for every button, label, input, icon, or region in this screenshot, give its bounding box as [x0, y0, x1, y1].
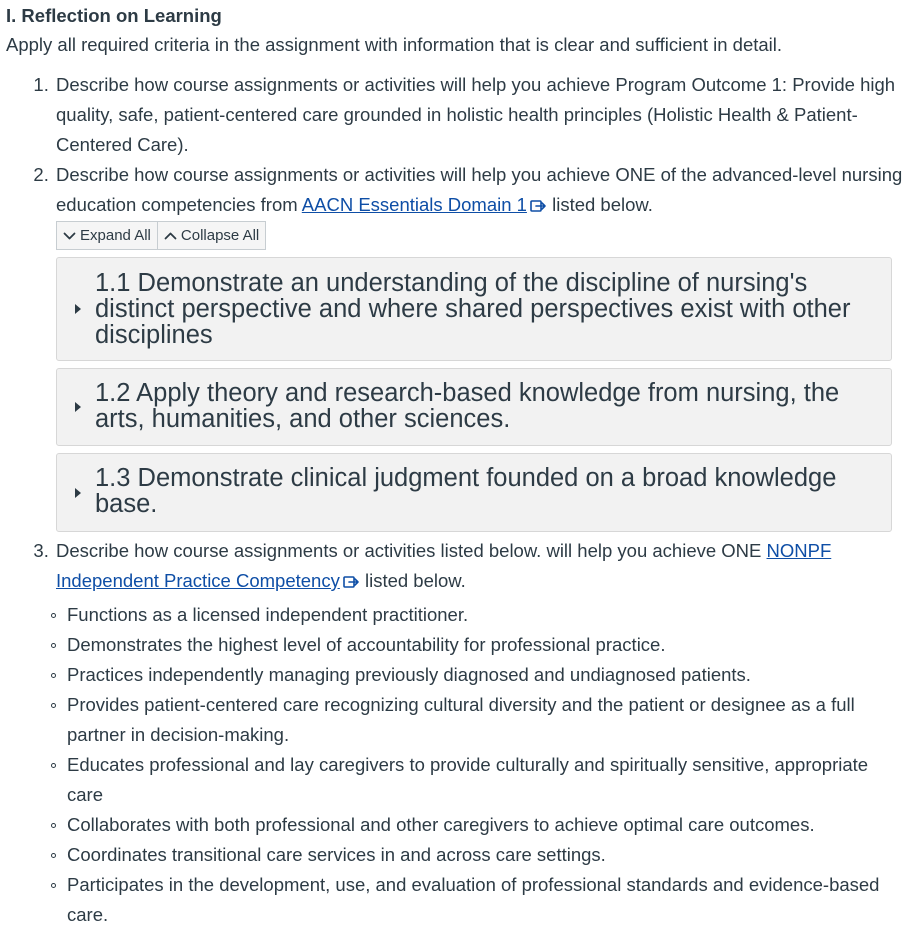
list-item: Educates professional and lay caregivers to provide culturally and spiritually sensitive, appropriate care [67, 750, 905, 810]
list-item-1-text: Describe how course assignments or activities will help you achieve Program Outcome 1: Provide high quality, safe, patient-centered care grounded in holistic health principles (Holistic Health & Patient-Centered Care). [56, 74, 896, 155]
accordion-item-1-2[interactable] [56, 368, 892, 446]
accordion-item-1-3[interactable] [56, 453, 892, 532]
aacn-essentials-link[interactable]: AACN Essentials Domain 1 [301, 194, 527, 215]
expand-all-button[interactable] [56, 221, 158, 250]
accordion-item-label: 1.3 Demonstrate clinical judgment founded on a broad knowledge base. [95, 464, 837, 518]
competency-bullet-list [6, 600, 905, 930]
section-title: I. Reflection on Learning [6, 5, 222, 26]
collapse-all-button[interactable] [158, 221, 266, 250]
nonpf-competency-link[interactable]: NONPF Independent Practice Competency [56, 540, 832, 591]
external-link-icon[interactable] [343, 575, 360, 589]
section-intro: Apply all required criteria in the assignment with information that is clear and sufficient in detail. [6, 34, 783, 55]
accordion-item-label: 1.2 Apply theory and research-based knowledge from nursing, the arts, humanities, and other sciences. [95, 378, 840, 433]
list-item-2 [54, 160, 905, 532]
list-item: Practices independently managing previously diagnosed and undiagnosed patients. [67, 660, 905, 690]
caret-right-icon [57, 402, 95, 412]
list-item-3-text-after: listed below. [359, 570, 466, 591]
reflection-list [6, 70, 905, 596]
competency-accordion [56, 257, 892, 532]
list-item-1 [54, 70, 905, 160]
list-item: Demonstrates the highest level of accountability for professional practice. [67, 630, 905, 660]
list-item-2-text-before: Describe how course assignments or activities will help you achieve ONE of the advanced-level nursing education competencies from [56, 164, 903, 215]
list-item: Provides patient-centered care recognizing cultural diversity and the patient or designee as a full partner in decision-making. [67, 690, 905, 750]
list-item-2-text-after: listed below. [546, 194, 653, 215]
caret-right-icon [57, 488, 95, 498]
list-item-3-text-before: Describe how course assignments or activities listed below. will help you achieve ONE [56, 540, 767, 561]
list-item: Coordinates transitional care services in and across care settings. [67, 840, 905, 870]
list-item: Participates in the development, use, and evaluation of professional standards and evidence-based care. [67, 870, 905, 930]
external-link-icon[interactable] [530, 199, 547, 213]
chevron-up-icon [164, 231, 177, 241]
list-item: Functions as a licensed independent practitioner. [67, 600, 905, 630]
expand-all-label: Expand All [80, 227, 151, 244]
list-item: Collaborates with both professional and other caregivers to achieve optimal care outcomes. [67, 810, 905, 840]
accordion-item-label: 1.1 Demonstrate an understanding of the discipline of nursing's distinct perspective and where shared perspectives exist with other disciplines [95, 268, 851, 349]
chevron-down-icon [63, 231, 76, 241]
collapse-all-label: Collapse All [180, 227, 260, 244]
accordion-item-1-1[interactable] [56, 257, 892, 361]
caret-right-icon [57, 304, 95, 314]
list-item-3 [54, 536, 905, 596]
accordion-toolbar [56, 221, 905, 250]
